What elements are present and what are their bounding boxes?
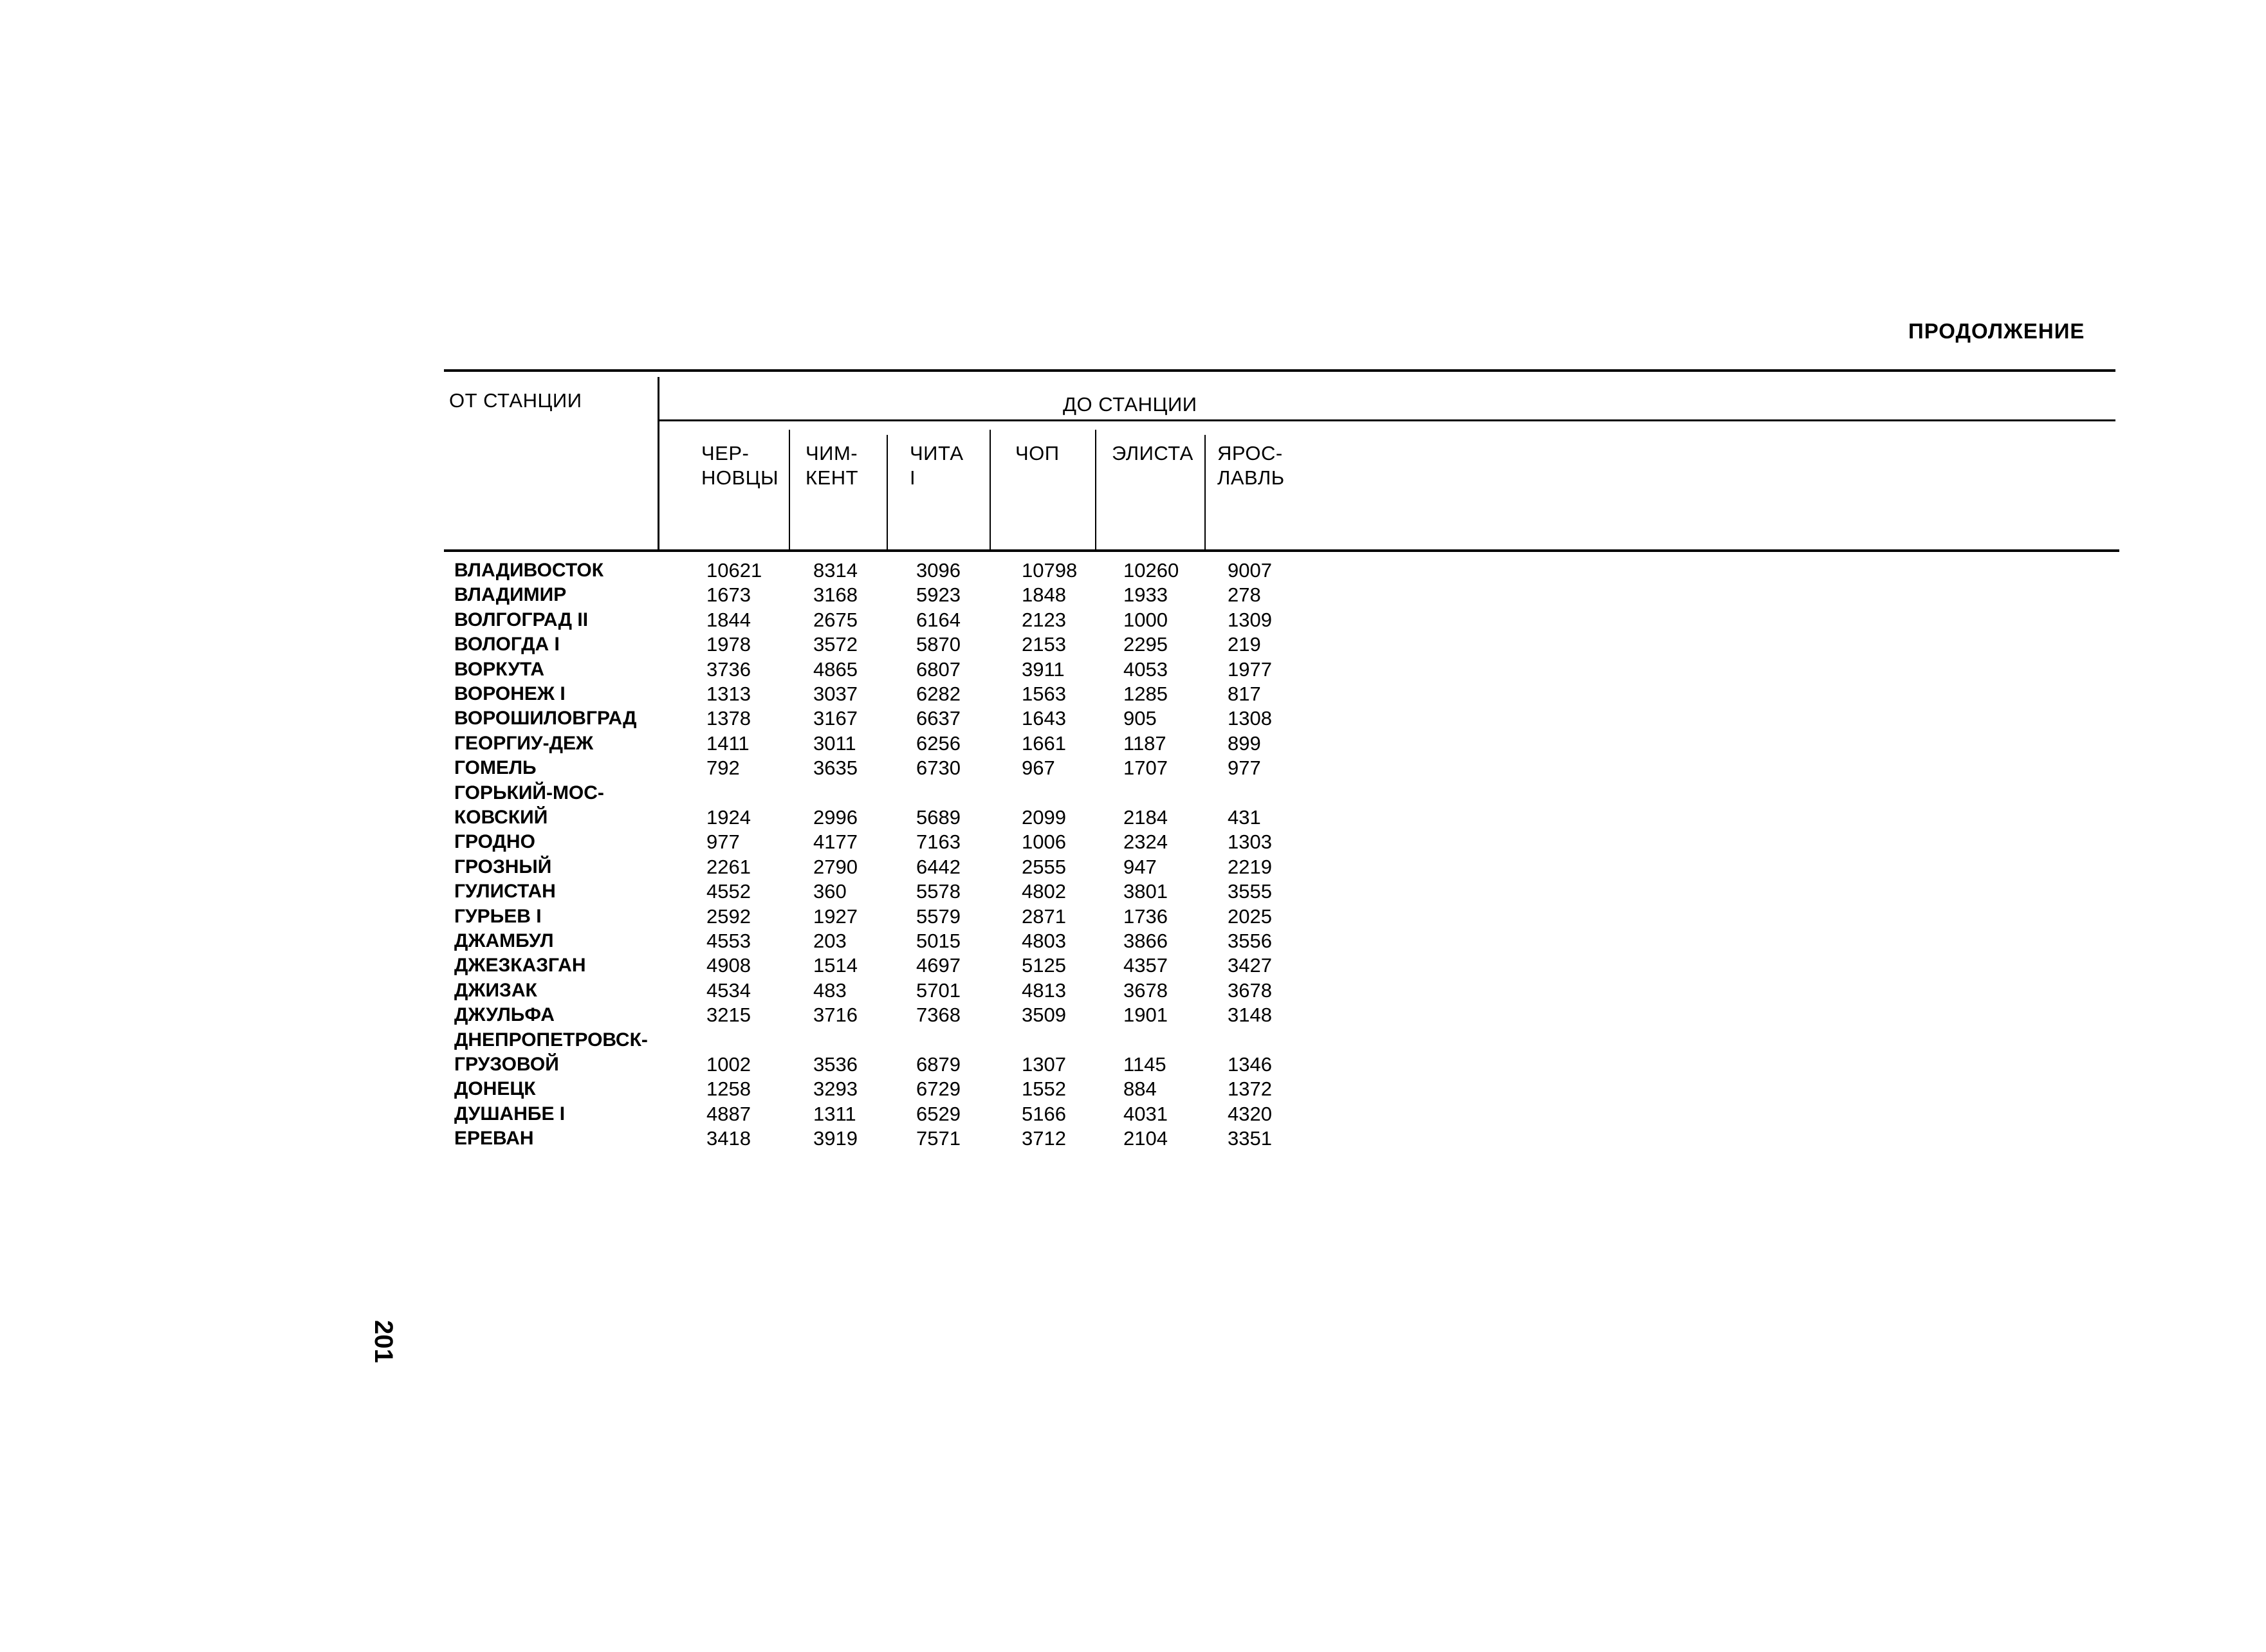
distance-cell: 3148: [1228, 1004, 1272, 1027]
distance-cell: 6442: [916, 855, 961, 878]
distance-cell: 1000: [1123, 608, 1168, 631]
distance-cell: 2790: [813, 855, 858, 878]
distance-cell: 3555: [1228, 880, 1272, 903]
distance-cell: 4320: [1228, 1102, 1272, 1125]
column-divider: [990, 430, 991, 551]
distance-cell: 1927: [813, 904, 858, 928]
column-header-line: НОВЦЫ: [701, 466, 779, 489]
distance-cell: 278: [1228, 583, 1261, 607]
distance-cell: 3536: [813, 1053, 858, 1076]
station-name: ДОНЕЦК: [454, 1078, 536, 1100]
column-divider: [887, 435, 888, 551]
distance-cell: 3293: [813, 1078, 858, 1101]
distance-cell: 1924: [706, 806, 751, 829]
station-name: ВОРОШИЛОВГРАД: [454, 708, 637, 730]
distance-cell: 5578: [916, 880, 961, 903]
distance-cell: 2104: [1123, 1127, 1168, 1150]
distance-cell: 2219: [1228, 855, 1272, 878]
distance-cell: 3096: [916, 559, 961, 582]
distance-cell: 1933: [1123, 583, 1168, 607]
distance-cell: 1303: [1228, 831, 1272, 854]
station-name: ДНЕПРОПЕТРОВСК-: [454, 1029, 648, 1051]
distance-cell: 2184: [1123, 806, 1168, 829]
distance-cell: 1643: [1022, 707, 1066, 730]
distance-cell: 3919: [813, 1127, 858, 1150]
distance-cell: 4552: [706, 880, 751, 903]
distance-cell: 977: [706, 831, 740, 854]
distance-cell: 1002: [706, 1053, 751, 1076]
station-name: ДЖИЗАК: [454, 979, 537, 1001]
distance-cell: 219: [1228, 633, 1261, 656]
distance-cell: 1514: [813, 954, 858, 977]
distance-cell: 1977: [1228, 657, 1272, 681]
distance-cell: 203: [813, 930, 847, 952]
distance-cell: 4534: [706, 978, 751, 1002]
distance-cell: 1844: [706, 608, 751, 631]
distance-cell: 1145: [1123, 1053, 1166, 1076]
column-header-chop: [1015, 441, 1060, 466]
distance-cell: 3556: [1228, 930, 1272, 952]
column-header-line: I: [910, 466, 916, 489]
distance-cell: 8314: [813, 559, 858, 582]
distance-cell: 3418: [706, 1127, 751, 1150]
distance-cell: 1307: [1022, 1053, 1066, 1076]
distance-cell: 3801: [1123, 880, 1168, 903]
column-header-line: КЕНТ: [806, 466, 859, 489]
distance-cell: 817: [1228, 683, 1261, 705]
distance-cell: 5870: [916, 633, 961, 656]
distance-cell: 1308: [1228, 707, 1272, 730]
distance-cell: 4031: [1123, 1102, 1168, 1125]
distance-cell: 3716: [813, 1004, 858, 1027]
distance-cell: 2261: [706, 855, 751, 878]
table-top-rule: [444, 369, 2115, 372]
distance-cell: 947: [1123, 855, 1157, 878]
distance-cell: 967: [1022, 757, 1055, 780]
distance-cell: 1313: [706, 683, 751, 705]
station-name: ГРОЗНЫЙ: [454, 856, 552, 877]
page-number: 201: [369, 1320, 398, 1363]
distance-cell: 977: [1228, 757, 1261, 780]
column-header-line: ЧИТА: [910, 442, 964, 464]
distance-cell: 2555: [1022, 855, 1066, 878]
distance-cell: 4357: [1123, 954, 1168, 977]
distance-cell: 3712: [1022, 1127, 1066, 1150]
distance-cell: 6282: [916, 683, 961, 705]
station-name: ВОЛОГДА I: [454, 634, 560, 656]
distance-cell: 6637: [916, 707, 961, 730]
distance-cell: 4887: [706, 1102, 751, 1125]
distance-cell: 1309: [1228, 608, 1272, 631]
distance-cell: 3635: [813, 757, 858, 780]
column-header-elista: [1112, 441, 1193, 466]
column-divider: [1095, 430, 1096, 551]
column-header-line: ЯРОС-: [1217, 442, 1283, 464]
distance-cell: 3167: [813, 707, 858, 730]
station-name: ГУЛИСТАН: [454, 881, 556, 903]
column-header-line: ЭЛИСТА: [1112, 442, 1193, 464]
column-header-line: ЧЕР-: [701, 442, 750, 464]
column-header-chita: [910, 441, 964, 490]
distance-cell: 5579: [916, 904, 961, 928]
station-name: ДУШАНБЕ I: [454, 1103, 566, 1124]
distance-cell: 899: [1228, 731, 1261, 755]
distance-cell: 7571: [916, 1127, 961, 1150]
column-header-chernovtsy: [701, 441, 778, 490]
station-name: ДЖУЛЬФА: [454, 1004, 555, 1026]
distance-cell: 1901: [1123, 1004, 1168, 1027]
distance-cell: 905: [1123, 707, 1157, 730]
distance-cell: 7163: [916, 831, 961, 854]
distance-cell: 4908: [706, 954, 751, 977]
distance-cell: 4813: [1022, 978, 1066, 1002]
distance-cell: 2099: [1022, 806, 1066, 829]
distance-cell: 6529: [916, 1102, 961, 1125]
distance-cell: 1258: [706, 1078, 751, 1101]
station-name: ГЕОРГИУ-ДЕЖ: [454, 732, 594, 754]
distance-cell: 7368: [916, 1004, 961, 1027]
distance-cell: 5701: [916, 978, 961, 1002]
distance-cell: 2123: [1022, 608, 1066, 631]
distance-cell: 3736: [706, 657, 751, 681]
distance-cell: 6164: [916, 608, 961, 631]
distance-cell: 3509: [1022, 1004, 1066, 1027]
distance-cell: 10798: [1022, 559, 1078, 582]
distance-cell: 2295: [1123, 633, 1168, 656]
distance-cell: 1346: [1228, 1053, 1272, 1076]
column-header-line: ЛАВЛЬ: [1217, 466, 1285, 489]
distance-cell: 1285: [1123, 683, 1168, 705]
distance-cell: 6879: [916, 1053, 961, 1076]
distance-cell: 4697: [916, 954, 961, 977]
distance-cell: 1661: [1022, 731, 1066, 755]
distance-cell: 1978: [706, 633, 751, 656]
distance-cell: 5923: [916, 583, 961, 607]
distance-cell: 431: [1228, 806, 1261, 829]
station-name: КОВСКИЙ: [454, 807, 548, 828]
distance-cell: 4053: [1123, 657, 1168, 681]
station-name: ГОРЬКИЙ-МОС-: [454, 782, 604, 803]
distance-cell: 6256: [916, 731, 961, 755]
station-name: ВОРОНЕЖ I: [454, 683, 566, 704]
distance-cell: 2871: [1022, 904, 1066, 928]
distance-cell: 10260: [1123, 559, 1179, 582]
column-header-line: ЧИМ-: [806, 442, 858, 464]
distance-cell: 3037: [813, 683, 858, 705]
station-name: ДЖАМБУЛ: [454, 930, 554, 951]
distance-cell: 3572: [813, 633, 858, 656]
station-name: ВОЛГОГРАД II: [454, 609, 589, 630]
distance-cell: 3351: [1228, 1127, 1272, 1150]
distance-cell: 3866: [1123, 930, 1168, 952]
distance-cell: 2025: [1228, 904, 1272, 928]
distance-cell: 4865: [813, 657, 858, 681]
distance-cell: 1552: [1022, 1078, 1066, 1101]
distance-cell: 5166: [1022, 1102, 1066, 1125]
station-name: ГУРЬЕВ I: [454, 905, 542, 927]
column-header-line: ЧОП: [1015, 442, 1060, 464]
distance-cell: 3011: [813, 731, 856, 755]
distance-cell: 9007: [1228, 559, 1272, 582]
distance-cell: 5689: [916, 806, 961, 829]
distance-cell: 1563: [1022, 683, 1066, 705]
distance-cell: 2324: [1123, 831, 1168, 854]
from-station-header: ОТ СТАНЦИИ: [449, 389, 582, 412]
distance-cell: 3427: [1228, 954, 1272, 977]
station-name: ВЛАДИВОСТОК: [454, 560, 604, 581]
distance-cell: 360: [813, 880, 847, 903]
station-name: ГРОДНО: [454, 831, 535, 853]
distance-cell: 3168: [813, 583, 858, 607]
station-name: ДЖЕЗКАЗГАН: [454, 955, 586, 977]
column-header-yaroslavl: [1217, 441, 1285, 490]
distance-cell: 884: [1123, 1078, 1157, 1101]
station-name: ЕРЕВАН: [454, 1128, 534, 1150]
to-station-header: ДО СТАНЦИИ: [1063, 393, 1197, 416]
column-header-chimkent: [806, 441, 858, 490]
distance-cell: 5125: [1022, 954, 1066, 977]
distance-cell: 2996: [813, 806, 858, 829]
station-name: ГРУЗОВОЙ: [454, 1054, 559, 1075]
distance-cell: 2153: [1022, 633, 1066, 656]
distance-cell: 1311: [813, 1102, 856, 1125]
column-divider: [789, 430, 790, 551]
distance-cell: 5015: [916, 930, 961, 952]
to-station-rule: [659, 419, 2115, 421]
distance-cell: 3215: [706, 1004, 751, 1027]
distance-cell: 2592: [706, 904, 751, 928]
distance-cell: 10621: [706, 559, 762, 582]
distance-cell: 6729: [916, 1078, 961, 1101]
distance-cell: 792: [706, 757, 740, 780]
distance-cell: 1372: [1228, 1078, 1272, 1101]
station-name: ГОМЕЛЬ: [454, 757, 537, 779]
from-column-divider: [658, 377, 659, 551]
distance-cell: 2675: [813, 608, 858, 631]
distance-cell: 3678: [1228, 978, 1272, 1002]
station-name: ВОРКУТА: [454, 658, 545, 680]
distance-cell: 4177: [813, 831, 858, 854]
distance-cell: 1848: [1022, 583, 1066, 607]
distance-cell: 1707: [1123, 757, 1168, 780]
distance-cell: 1673: [706, 583, 751, 607]
station-name: ВЛАДИМИР: [454, 584, 567, 606]
distance-cell: 1187: [1123, 731, 1166, 755]
distance-cell: 6730: [916, 757, 961, 780]
distance-cell: 1006: [1022, 831, 1066, 854]
header-bottom-rule: [444, 549, 2119, 552]
distance-cell: 483: [813, 978, 847, 1002]
distance-cell: 3678: [1123, 978, 1168, 1002]
distance-cell: 3911: [1022, 657, 1065, 681]
distance-cell: 4803: [1022, 930, 1066, 952]
column-divider: [1204, 435, 1206, 551]
continuation-label: ПРОДОЛЖЕНИЕ: [1908, 319, 2085, 343]
distance-cell: 6807: [916, 657, 961, 681]
distance-cell: 1378: [706, 707, 751, 730]
distance-cell: 1411: [706, 731, 750, 755]
distance-cell: 4802: [1022, 880, 1066, 903]
distance-cell: 1736: [1123, 904, 1168, 928]
distance-cell: 4553: [706, 930, 751, 952]
